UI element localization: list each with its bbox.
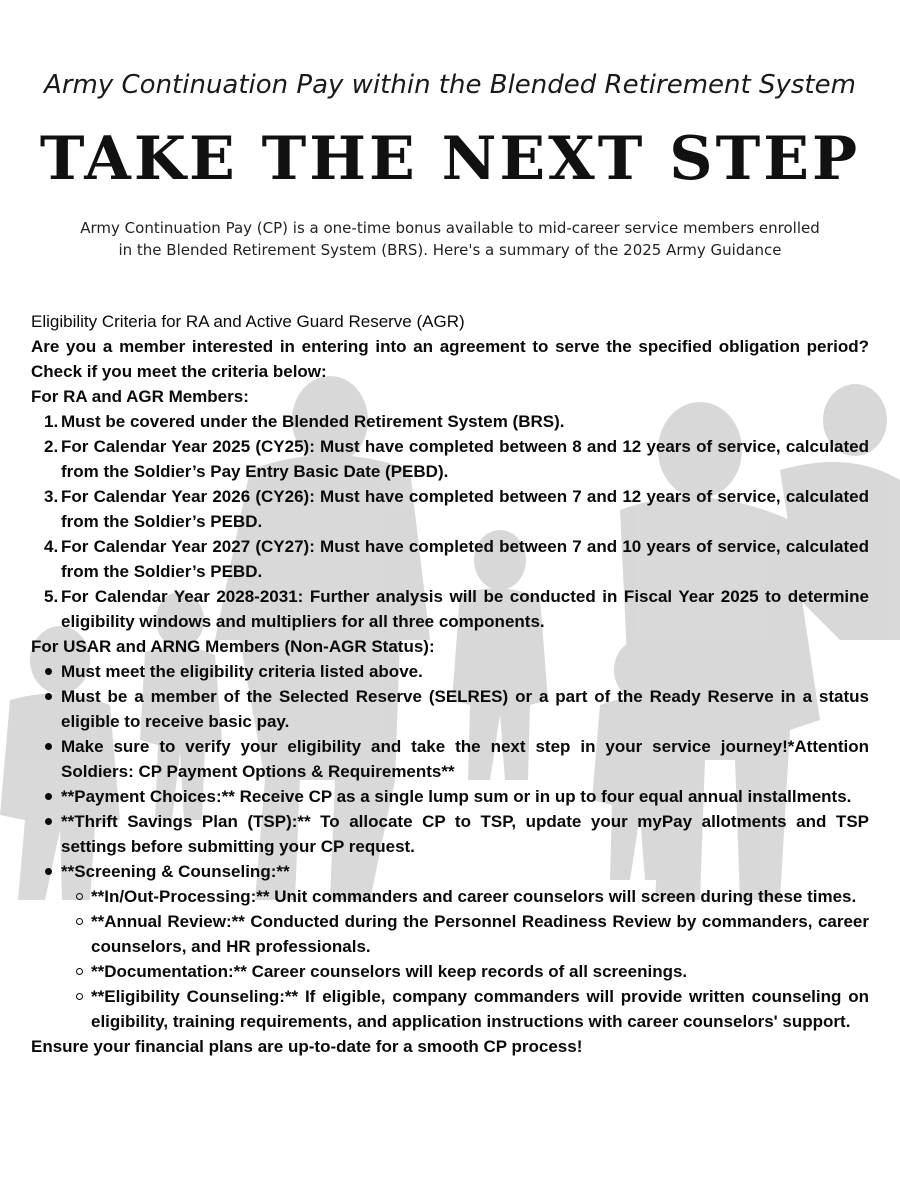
intro-paragraph: [60, 217, 840, 261]
screening-heading: **Screening & Counseling:**: [61, 862, 290, 881]
ra-agr-heading: For RA and AGR Members:: [31, 387, 249, 406]
eligibility-heading: Eligibility Criteria for RA and Active Guard Reserve (AGR): [31, 312, 465, 331]
list-item: **Annual Review:** Conducted during the Personnel Readiness Review by commanders, career counselors, and HR professionals.: [31, 909, 869, 959]
screening-sublist: [61, 884, 869, 1034]
list-item: For Calendar Year 2026 (CY26): Must have completed between 7 and 12 years of service, calculated from the Soldier’s PEBD.: [61, 487, 869, 531]
list-item: Must meet the eligibility criteria listed above.: [31, 659, 869, 684]
intro-line-1: Army Continuation Pay (CP) is a one-time bonus available to mid-career service members enrolled: [80, 219, 820, 237]
page-subtitle: Army Continuation Pay within the Blended Retirement System: [44, 70, 856, 100]
list-item: Must be covered under the Blended Retirement System (BRS).: [61, 412, 565, 431]
list-item: **Documentation:** Career counselors will keep records of all screenings.: [31, 959, 869, 984]
usar-arng-criteria-list: [31, 659, 869, 1034]
screening-counseling-item: [31, 859, 869, 1034]
list-item: For Calendar Year 2028-2031: Further analysis will be conducted in Fiscal Year 2025 to determine eligibility windows and multipliers for all three components.: [61, 587, 869, 631]
closing-statement: Ensure your financial plans are up-to-date for a smooth CP process!: [31, 1037, 583, 1056]
eligibility-section: [31, 309, 869, 1059]
ra-agr-criteria-list: [31, 409, 869, 634]
usar-arng-heading: For USAR and ARNG Members (Non-AGR Status):: [31, 637, 435, 656]
list-item: **Payment Choices:** Receive CP as a single lump sum or in up to four equal annual installments.: [31, 784, 869, 809]
list-item: **Eligibility Counseling:** If eligible, company commanders will provide written counseling on eligibility, training requirements, and application instructions with career counselors' support.: [31, 984, 869, 1034]
obligation-question: Are you a member interested in entering into an agreement to serve the specified obligation period? Check if you meet the criteria below:: [31, 337, 869, 381]
list-item: Make sure to verify your eligibility and take the next step in your service journey!*Attention Soldiers: CP Payment Options & Requirements**: [31, 734, 869, 784]
page-title: TAKE THE NEXT STEP: [39, 124, 861, 194]
intro-line-2: in the Blended Retirement System (BRS). Here's a summary of the 2025 Army Guidance: [118, 241, 782, 259]
list-item: **Thrift Savings Plan (TSP):** To allocate CP to TSP, update your myPay allotments and TSP settings before submitting your CP request.: [31, 809, 869, 859]
list-item: Must be a member of the Selected Reserve (SELRES) or a part of the Ready Reserve in a status eligible to receive basic pay.: [31, 684, 869, 734]
list-item: **In/Out-Processing:** Unit commanders and career counselors will screen during these times.: [31, 884, 869, 909]
list-item: For Calendar Year 2025 (CY25): Must have completed between 8 and 12 years of service, calculated from the Soldier’s Pay Entry Basic Date (PEBD).: [61, 437, 869, 481]
list-item: For Calendar Year 2027 (CY27): Must have completed between 7 and 10 years of service, calculated from the Soldier’s PEBD.: [61, 537, 869, 581]
